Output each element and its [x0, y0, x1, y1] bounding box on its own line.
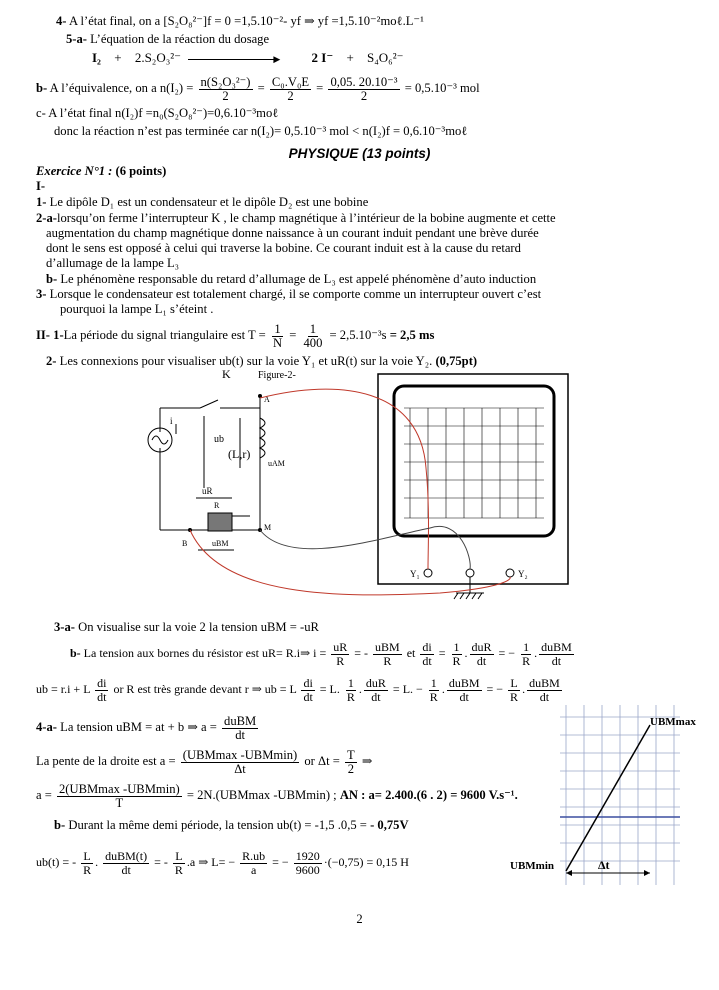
fraction: [294, 850, 322, 877]
equals: =: [289, 328, 297, 342]
eq-part: a =: [36, 788, 52, 802]
label-ur: uR: [202, 486, 213, 496]
eq-part: or R est très grande devant r ⇒ ub = L: [113, 682, 297, 696]
a-equation: [36, 780, 518, 810]
operator: = -: [354, 646, 369, 660]
frac-num: 1: [309, 321, 317, 336]
fraction: [345, 677, 357, 704]
result: = 2,5.10⁻³s: [329, 328, 387, 342]
frac-num: 1: [274, 321, 281, 336]
frac-den: R: [174, 862, 183, 877]
q-label: c-: [36, 106, 46, 120]
frac-den: dt: [97, 689, 107, 704]
result: = 0,5.10⁻³ mol: [404, 81, 480, 95]
label-lr: (L,r): [228, 447, 251, 461]
q4a-text: La tension uBM = at + b ⇒ a =: [60, 720, 217, 734]
pente: [36, 746, 372, 776]
frac-num: (UBMmax -UBMmin): [182, 747, 298, 762]
fraction: [301, 323, 324, 350]
q-label: 2-: [46, 354, 57, 368]
frac-den: R: [429, 689, 438, 704]
eq-part: .: [441, 682, 445, 696]
frac-num: di: [97, 675, 107, 690]
frac-num: uBM: [375, 639, 400, 654]
fraction: [539, 641, 574, 668]
ground-hatch: [454, 593, 482, 599]
q4b: [54, 818, 409, 833]
fraction: [508, 677, 520, 704]
fraction: [447, 677, 482, 704]
frac-num: 1: [453, 639, 460, 654]
q-label: 4-: [56, 14, 67, 28]
chem-q5a: [66, 32, 269, 47]
sine-icon: [152, 436, 168, 444]
ii2-text: Les connexions pour visualiser ub(t) sur la voie Y₁ et uR(t) sur la voie Y₂.: [59, 354, 433, 368]
frac-den: a: [250, 862, 257, 877]
frac-den: R: [452, 653, 461, 668]
fraction: [364, 677, 388, 704]
final-equation: [36, 846, 409, 878]
q1-text: Le dipôle D₁ est un condensateur et le dipôle D₂ est une bobine: [49, 195, 369, 209]
fraction: [57, 783, 182, 810]
frac-num: L: [83, 848, 91, 863]
eq-part: .: [95, 855, 99, 869]
label-y1: Y₁: [410, 569, 420, 579]
q3b-text: La tension aux bornes du résistor est uR= R.i⇒ i =: [83, 646, 327, 660]
chem-qb: b- A l’équivalence, on a n(I₂) = $\frac{\text{n(S₂O₃²⁻)}}{2}$ = $\frac{\text{C₀.V₀E}}{2}$ = $\frac{\text{0,05. 20.10⁻³}}{2}$ = 0,5.10⁻³ mol: [36, 74, 480, 103]
frac-num: duBM(t): [105, 848, 148, 863]
ubm-graph: [510, 705, 715, 885]
fraction: [301, 677, 314, 704]
q-label: 4-a-: [36, 720, 57, 734]
plus-sign: +: [114, 50, 122, 65]
frac-den: R: [383, 653, 392, 668]
q4b-text: Durant la même demi période, la tension ub(t) = -1,5 .0,5 =: [68, 818, 367, 832]
result-bold: = 2,5 ms: [389, 328, 435, 342]
q-label: 3-: [36, 287, 47, 301]
fraction: [527, 677, 562, 704]
exercise-label: Exercice N°1 :: [36, 164, 113, 178]
operator: = −: [498, 646, 516, 660]
resistor: [208, 513, 232, 531]
fraction: [181, 749, 299, 776]
fraction: [420, 641, 433, 668]
exercise-title: [36, 164, 166, 179]
fraction: [470, 641, 494, 668]
ii2: [46, 354, 477, 369]
frac-den: Δt: [234, 761, 246, 776]
frac-den: dt: [459, 689, 469, 704]
q-label: b-: [54, 818, 66, 832]
q3-line: Lorsque le condensateur est totalement chargé, il se comporte comme un interrupteur ouvert c’est: [49, 287, 542, 301]
frac-num: duR: [365, 675, 386, 690]
chem-qc: [36, 106, 278, 121]
section-title: PHYSIQUE (13 points): [288, 146, 431, 161]
eq-part: ub(t) = -: [36, 855, 77, 869]
reaction-equation: [92, 50, 403, 65]
circuit: [148, 398, 265, 550]
q2b-text: Le phénomène responsable du retard d’allumage de L₃ est appelé phénomène d’auto induction: [60, 272, 537, 286]
fraction: [331, 641, 349, 668]
frac-num: di: [422, 639, 432, 654]
part-label: I-: [36, 179, 46, 193]
page-number: 2: [356, 912, 363, 926]
frac-num: n(S₂O₃²⁻): [200, 74, 251, 89]
frac-den: R: [522, 653, 531, 668]
q-label: b-: [70, 646, 81, 660]
frac-den: N: [272, 335, 283, 350]
result-bold: - 0,75V: [370, 818, 409, 832]
frac-num: uR: [333, 639, 348, 654]
exercise-points: (6 points): [115, 164, 167, 178]
q2a-line: augmentation du champ magnétique donne naissance à un courant induit pendant une brève durée: [46, 226, 539, 240]
chem-qc-text: A l’état final n(I₂)f =n₀(S₂O₈²⁻)=0,6.10⁻³moℓ: [48, 106, 279, 120]
pente-or: or Δt =: [304, 754, 340, 768]
frac-den: 2: [347, 761, 354, 776]
q3-line: pourquoi la lampe L₁ s’éteint .: [60, 302, 214, 316]
graph-grid: [560, 705, 680, 885]
frac-den: R: [346, 689, 355, 704]
eq-part: ·(−0,75) = 0,15 H: [323, 855, 409, 869]
label-r: R: [214, 501, 220, 510]
q-label: b-: [36, 81, 48, 95]
frac-den: dt: [551, 653, 562, 668]
fraction: [345, 749, 357, 776]
frac-den: 2: [287, 88, 294, 103]
frac-num: C₀.V₀E: [271, 74, 310, 89]
q-label: II- 1-: [36, 328, 64, 342]
frac-den: dt: [121, 862, 131, 877]
fraction: [222, 715, 258, 742]
fraction: [81, 850, 93, 877]
frac-num: duBM: [529, 675, 560, 690]
frac-num: R.ub: [242, 848, 266, 863]
ubm-ramp: [566, 725, 650, 871]
chem-qb-text: A l’équivalence, on a n(I₂) =: [49, 81, 194, 95]
reaction-arrow: ▶: [188, 59, 278, 60]
q-label: b-: [46, 272, 58, 286]
chem-q4: [56, 14, 424, 29]
label-y2: Y₂: [518, 569, 528, 579]
frac-den: dt: [235, 727, 246, 742]
reactant-i2: I₂: [92, 50, 101, 65]
frac-den: R: [83, 862, 92, 877]
frac-den: T: [115, 795, 124, 810]
ii1: [36, 321, 434, 350]
reactant-thiosulfate: 2.S₂O₃²⁻: [134, 50, 182, 65]
eq-part: .: [358, 682, 362, 696]
eq-part: .a ⇒ L= −: [186, 855, 236, 869]
eq-part: ub = r.i + L: [36, 682, 91, 696]
frac-num: L: [510, 675, 518, 690]
q2a-line: dont le sens est opposé à celui qui traverse la bobine. Ce courant induit est à la cause du retard: [46, 241, 521, 255]
frac-den: R: [510, 689, 519, 704]
frac-num: 1: [523, 639, 530, 654]
label-ubmmax: UBMmax: [650, 716, 696, 728]
label-uam: uAM: [268, 459, 285, 468]
frac-num: 1: [347, 675, 354, 690]
frac-num: 1: [430, 675, 437, 690]
fraction: [451, 641, 463, 668]
frac-den: dt: [303, 689, 313, 704]
eq-part: = −: [272, 855, 289, 869]
frac-den: dt: [371, 689, 381, 704]
q2a: [36, 211, 556, 226]
fraction: [199, 76, 253, 103]
q1: [36, 195, 368, 210]
frac-den: dt: [422, 653, 432, 668]
frac-num: duBM: [448, 675, 480, 690]
frac-num: duBM: [541, 639, 572, 654]
q3b: [70, 638, 576, 668]
coil-icon: [260, 418, 265, 458]
operator: .: [534, 646, 538, 660]
q-label: 2-a-: [36, 211, 57, 225]
ii1-text: La période du signal triangulaire est T =: [63, 328, 266, 342]
q2a-line: d’allumage de la lampe L₃: [46, 256, 180, 270]
frac-den: 2: [222, 88, 229, 103]
figure-title: Figure-2-: [258, 370, 296, 381]
q3a-text: On visualise sur la voie 2 la tension uBM = -uR: [78, 620, 319, 634]
q3a: [54, 620, 319, 635]
frac-num: 1920: [295, 848, 320, 863]
eq-part: = −: [486, 682, 504, 696]
eq-part: = L. −: [392, 682, 423, 696]
q-label: 3-a-: [54, 620, 75, 634]
label-m: M: [264, 523, 272, 532]
product-tetrathionate: S₄O₆²⁻: [367, 50, 404, 65]
label-ubmmin: UBMmin: [510, 860, 554, 872]
label-a: A: [264, 395, 270, 404]
eq-part: = 2N.(UBMmax -UBMmin) ;: [186, 788, 337, 802]
label-k: K: [222, 368, 231, 381]
eq-part: = L.: [319, 682, 340, 696]
frac-den: dt: [539, 689, 550, 704]
plus-sign: +: [346, 50, 354, 65]
frac-num: L: [175, 848, 183, 863]
frac-num: 0,05. 20.10⁻³: [330, 74, 398, 89]
fraction: [173, 850, 185, 877]
ub-equation: [36, 674, 564, 704]
q2a-line: lorsqu’on ferme l’interrupteur K , le champ magnétique à l’intérieur de la bobine augmente et cette: [56, 211, 556, 225]
chem-conclusion: donc la réaction n’est pas terminée car n(I₂)= 0,5.10⁻³ mol < n(I₂)f = 0,6.10⁻³moℓ: [54, 124, 468, 138]
label-b: B: [182, 539, 188, 548]
fraction: [328, 76, 399, 103]
oscilloscope: [378, 374, 568, 599]
product-iodide: 2 I⁻: [311, 50, 334, 65]
label-ubm: uBM: [212, 539, 229, 548]
chem-q4-text: A l’état final, on a [S₂O₈²⁻]f = 0 =1,5.10⁻²- yf ⇒ yf =1,5.10⁻²moℓ.L⁻¹: [68, 14, 424, 28]
label-i: i: [170, 416, 173, 426]
frac-num: di: [303, 675, 313, 690]
frac-num: duR: [471, 639, 492, 654]
q-label: 1-: [36, 195, 47, 209]
frac-num: T: [347, 747, 355, 762]
fraction: [373, 641, 402, 668]
fraction: [95, 677, 108, 704]
frac-num: duBM: [224, 713, 257, 728]
eq-part: .: [522, 682, 526, 696]
q-label: 5-a-: [66, 32, 87, 46]
numeric-application: AN : a= 2.400.(6 . 2) = 9600 V.s⁻¹.: [339, 788, 518, 802]
label-ub: ub: [214, 434, 224, 445]
operator: =: [438, 646, 446, 660]
operator: .: [464, 646, 468, 660]
fraction: [520, 641, 532, 668]
points: (0,75pt): [435, 354, 478, 368]
implies: ⇒: [361, 754, 373, 768]
q2b: [46, 272, 536, 287]
eq-part: = -: [154, 855, 168, 869]
figure-2: [140, 368, 600, 608]
fraction: [240, 850, 267, 877]
fraction: [270, 76, 311, 103]
fraction: [271, 323, 284, 350]
conjunction: et: [406, 646, 416, 660]
label-delta-t: Δt: [598, 858, 610, 872]
frac-num: 2(UBMmax -UBMmin): [59, 781, 180, 796]
q4a: [36, 712, 260, 742]
frac-den: dt: [476, 653, 487, 668]
pente-text: La pente de la droite est a =: [36, 754, 176, 768]
fraction: [103, 850, 149, 877]
q3: [36, 287, 541, 302]
frac-den: 9600: [295, 862, 320, 877]
oscilloscope-screen: [394, 386, 554, 536]
fraction: [428, 677, 440, 704]
switch-k: [200, 400, 218, 408]
chem-q5a-text: L’équation de la réaction du dosage: [90, 32, 270, 46]
frac-den: 400: [303, 335, 323, 350]
frac-den: 2: [360, 88, 368, 103]
frac-den: R: [336, 653, 345, 668]
